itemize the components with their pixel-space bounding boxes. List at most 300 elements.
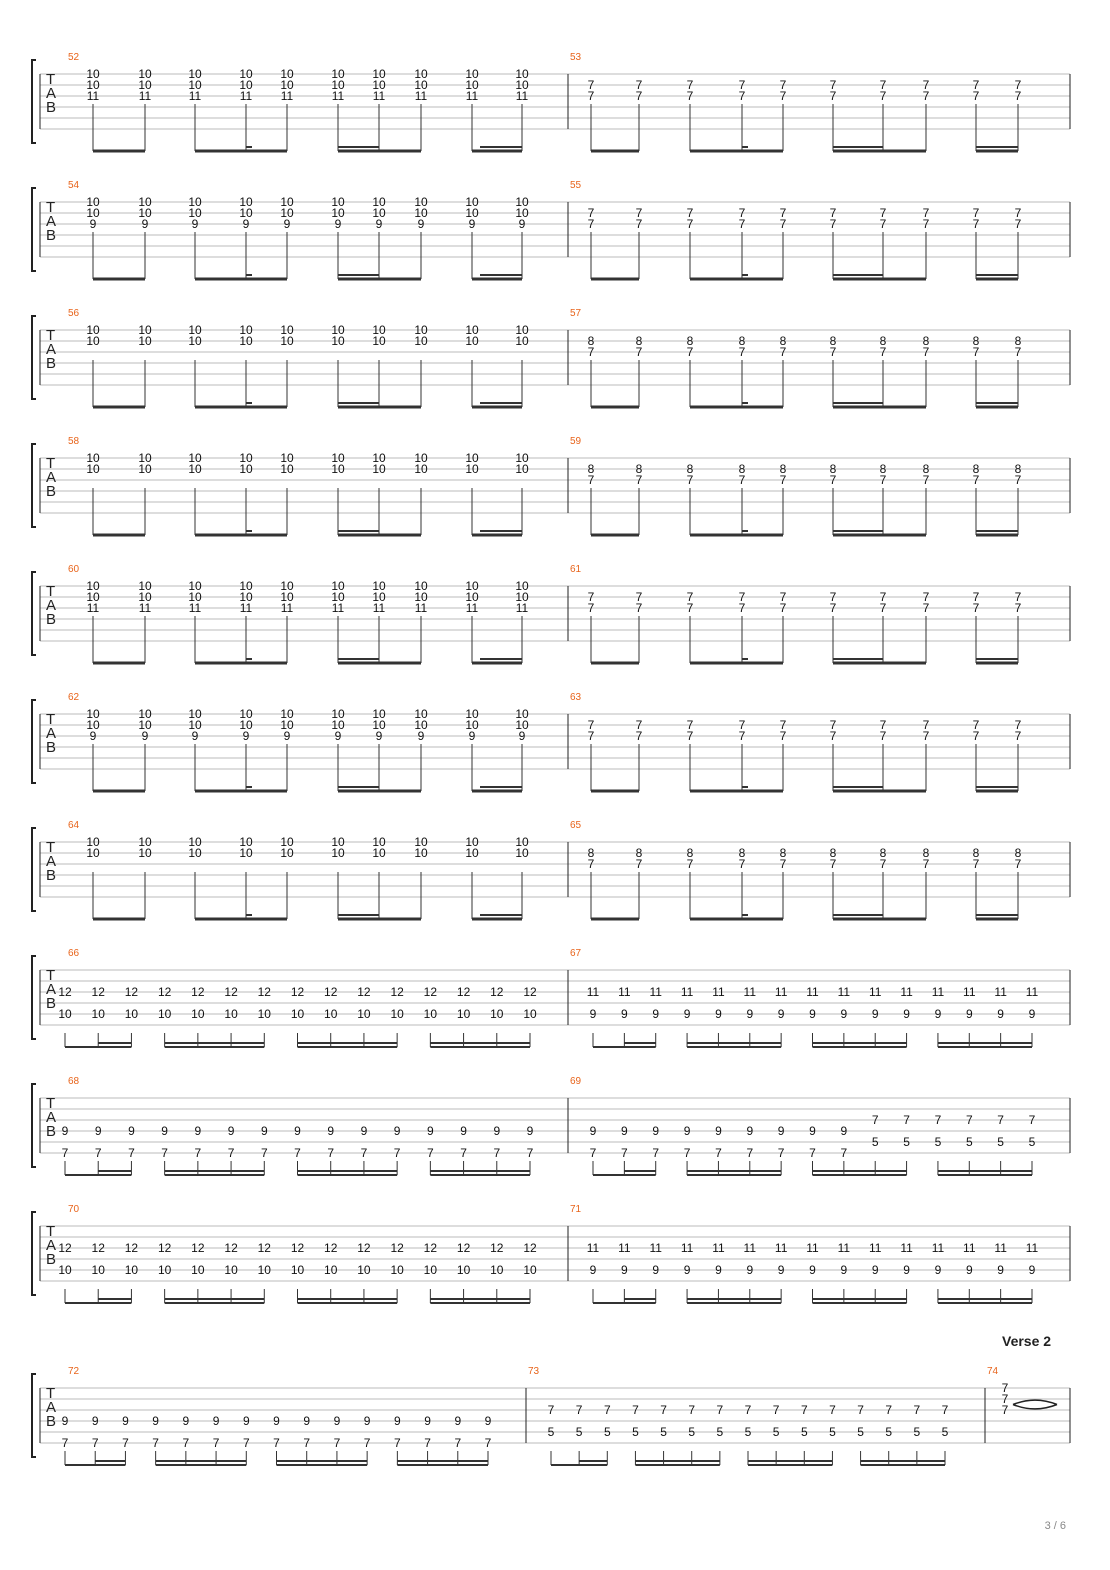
section-label-verse-2: Verse 2 xyxy=(1002,1333,1052,1349)
fret-number: 10 xyxy=(465,718,479,732)
fret-number: 9 xyxy=(493,1124,501,1138)
fret-number: 5 xyxy=(800,1425,808,1439)
fret-number: 11 xyxy=(743,1241,757,1255)
tab-clef-letter: A xyxy=(46,853,57,870)
fret-number: 7 xyxy=(1014,89,1022,103)
fret-number: 8 xyxy=(779,846,787,860)
fret-number: 12 xyxy=(58,1241,72,1255)
fret-number: 10 xyxy=(188,334,202,348)
fret-number: 8 xyxy=(738,846,746,860)
fret-number: 7 xyxy=(1014,718,1022,732)
fret-number: 10 xyxy=(280,835,294,849)
fret-number: 10 xyxy=(331,206,345,220)
fret-number: 10 xyxy=(188,846,202,860)
fret-number: 11 xyxy=(372,89,386,103)
fret-number: 7 xyxy=(393,1146,401,1160)
fret-number: 7 xyxy=(686,89,694,103)
fret-number: 12 xyxy=(290,985,305,999)
fret-number: 10 xyxy=(138,78,152,92)
fret-number: 9 xyxy=(589,1124,597,1138)
fret-number: 7 xyxy=(738,590,746,604)
fret-number: 7 xyxy=(587,345,595,359)
tab-clef-letter: B xyxy=(46,1413,57,1430)
tie-curve xyxy=(1013,1400,1057,1404)
fret-number: 10 xyxy=(515,835,529,849)
fret-number: 10 xyxy=(280,195,294,209)
fret-number: 8 xyxy=(1014,334,1022,348)
fret-number: 7 xyxy=(772,1403,780,1417)
fret-number: 10 xyxy=(390,1263,404,1277)
fret-number: 7 xyxy=(460,1146,467,1160)
fret-number: 7 xyxy=(972,857,980,871)
fret-number: 7 xyxy=(652,1146,660,1160)
fret-number: 7 xyxy=(972,601,980,615)
fret-number: 10 xyxy=(86,78,100,92)
fret-number: 7 xyxy=(484,1436,492,1450)
fret-number: 12 xyxy=(456,985,471,999)
fret-number: 7 xyxy=(91,1436,99,1450)
fret-number: 8 xyxy=(879,462,887,476)
fret-number: 10 xyxy=(239,835,253,849)
measure-number: 70 xyxy=(68,1204,80,1215)
tab-clef-letter: T xyxy=(46,839,56,856)
fret-number: 10 xyxy=(414,718,428,732)
fret-number: 10 xyxy=(280,718,294,732)
fret-number: 12 xyxy=(157,1241,172,1255)
fret-number: 10 xyxy=(515,579,529,593)
fret-number: 8 xyxy=(922,462,930,476)
fret-number: 7 xyxy=(738,729,746,743)
fret-number: 10 xyxy=(138,451,152,465)
fret-number: 9 xyxy=(965,1007,973,1021)
fret-number: 10 xyxy=(86,195,100,209)
fret-number: 9 xyxy=(589,1007,597,1021)
fret-number: 10 xyxy=(138,334,152,348)
fret-number: 9 xyxy=(360,1124,368,1138)
fret-number: 7 xyxy=(879,206,887,220)
fret-number: 7 xyxy=(922,718,930,732)
fret-number: 10 xyxy=(188,195,202,209)
tab-clef-letter: A xyxy=(46,213,57,230)
fret-number: 7 xyxy=(603,1403,611,1417)
fret-number: 10 xyxy=(515,334,529,348)
fret-number: 9 xyxy=(518,217,526,231)
fret-number: 7 xyxy=(972,473,980,487)
fret-number: 7 xyxy=(1014,729,1022,743)
fret-number: 10 xyxy=(465,846,479,860)
tab-clef-letter: T xyxy=(46,199,56,216)
fret-number: 12 xyxy=(157,985,172,999)
fret-number: 11 xyxy=(414,89,428,103)
fret-number: 10 xyxy=(239,323,253,337)
system-bracket xyxy=(32,1212,36,1295)
fret-number: 10 xyxy=(239,846,253,860)
fret-number: 7 xyxy=(333,1436,341,1450)
fret-number: 11 xyxy=(743,985,757,999)
fret-number: 9 xyxy=(809,1007,816,1021)
fret-number: 9 xyxy=(777,1007,785,1021)
fret-number: 7 xyxy=(879,473,887,487)
fret-number: 10 xyxy=(357,1007,371,1021)
fret-number: 7 xyxy=(715,1146,722,1160)
fret-number: 7 xyxy=(965,1113,973,1127)
fret-number: 7 xyxy=(587,217,595,231)
fret-number: 9 xyxy=(652,1007,660,1021)
fret-number: 10 xyxy=(414,67,428,81)
fret-number: 10 xyxy=(515,67,529,81)
fret-number: 10 xyxy=(138,707,152,721)
fret-number: 7 xyxy=(934,1113,942,1127)
tab-clef-letter: T xyxy=(46,583,56,600)
fret-number: 7 xyxy=(686,473,694,487)
fret-number: 7 xyxy=(716,1403,724,1417)
system-bracket xyxy=(32,1374,36,1457)
fret-number: 7 xyxy=(972,217,980,231)
measure-number: 55 xyxy=(570,180,582,191)
fret-number: 7 xyxy=(260,1146,268,1160)
fret-number: 9 xyxy=(89,217,97,231)
fret-number: 9 xyxy=(997,1263,1004,1277)
fret-number: 10 xyxy=(423,1007,438,1021)
fret-number: 7 xyxy=(454,1436,462,1450)
fret-number: 10 xyxy=(331,579,345,593)
fret-number: 10 xyxy=(414,78,428,92)
fret-number: 12 xyxy=(324,1241,338,1255)
fret-number: 7 xyxy=(922,217,930,231)
fret-number: 9 xyxy=(273,1414,280,1428)
fret-number: 9 xyxy=(283,729,291,743)
fret-number: 11 xyxy=(86,601,100,615)
fret-number: 10 xyxy=(331,78,345,92)
system-bracket xyxy=(32,188,36,271)
tab-clef-letter: A xyxy=(46,341,57,358)
fret-number: 12 xyxy=(523,985,537,999)
fret-number: 10 xyxy=(331,846,345,860)
fret-number: 7 xyxy=(587,590,595,604)
fret-number: 9 xyxy=(652,1124,660,1138)
fret-number: 5 xyxy=(688,1425,696,1439)
fret-number: 10 xyxy=(357,1263,371,1277)
measure-number: 73 xyxy=(528,1366,540,1377)
fret-number: 7 xyxy=(1014,345,1022,359)
fret-number: 7 xyxy=(688,1403,696,1417)
fret-number: 7 xyxy=(829,1403,836,1417)
fret-number: 10 xyxy=(239,462,253,476)
tab-clef-letter: B xyxy=(46,1123,57,1140)
tab-clef-letter: A xyxy=(46,1399,57,1416)
fret-number: 5 xyxy=(716,1425,724,1439)
fret-number: 10 xyxy=(280,334,294,348)
fret-number: 5 xyxy=(547,1425,555,1439)
fret-number: 11 xyxy=(868,985,882,999)
tab-clef-letter: B xyxy=(46,227,57,244)
fret-number: 7 xyxy=(922,206,930,220)
fret-number: 10 xyxy=(86,334,100,348)
fret-number: 12 xyxy=(124,985,139,999)
fret-number: 7 xyxy=(744,1403,752,1417)
fret-number: 10 xyxy=(372,846,386,860)
fret-number: 7 xyxy=(363,1436,371,1450)
fret-number: 9 xyxy=(375,729,383,743)
fret-number: 7 xyxy=(635,718,643,732)
system-bracket xyxy=(32,572,36,655)
fret-number: 7 xyxy=(746,1146,754,1160)
fret-number: 7 xyxy=(635,217,643,231)
fret-number: 10 xyxy=(331,451,345,465)
fret-number: 10 xyxy=(372,195,386,209)
fret-number: 11 xyxy=(774,1241,788,1255)
tab-clef-letter: T xyxy=(46,455,56,472)
fret-number: 11 xyxy=(188,89,202,103)
fret-number: 10 xyxy=(138,846,152,860)
system-bracket xyxy=(32,60,36,143)
fret-number: 12 xyxy=(257,1241,271,1255)
fret-number: 7 xyxy=(738,206,746,220)
fret-number: 7 xyxy=(493,1146,501,1160)
fret-number: 10 xyxy=(390,1007,404,1021)
fret-number: 12 xyxy=(456,1241,471,1255)
fret-number: 10 xyxy=(86,206,100,220)
fret-number: 10 xyxy=(280,78,294,92)
fret-number: 9 xyxy=(191,217,199,231)
fret-number: 10 xyxy=(280,323,294,337)
fret-number: 9 xyxy=(242,1414,250,1428)
fret-number: 7 xyxy=(879,857,887,871)
fret-number: 5 xyxy=(885,1425,893,1439)
fret-number: 12 xyxy=(91,985,105,999)
fret-number: 10 xyxy=(372,579,386,593)
fret-number: 5 xyxy=(997,1135,1004,1149)
fret-number: 10 xyxy=(414,323,428,337)
fret-number: 11 xyxy=(931,985,945,999)
fret-number: 10 xyxy=(414,846,428,860)
fret-number: 10 xyxy=(331,323,345,337)
fret-number: 9 xyxy=(934,1007,942,1021)
fret-number: 10 xyxy=(91,1263,105,1277)
fret-number: 7 xyxy=(738,857,746,871)
fret-number: 10 xyxy=(372,462,386,476)
fret-number: 10 xyxy=(188,78,202,92)
fret-number: 10 xyxy=(331,707,345,721)
fret-number: 7 xyxy=(635,857,643,871)
fret-number: 10 xyxy=(331,334,345,348)
fret-number: 9 xyxy=(393,1124,401,1138)
fret-number: 10 xyxy=(239,590,253,604)
fret-number: 12 xyxy=(224,1241,238,1255)
fret-number: 11 xyxy=(931,1241,945,1255)
fret-number: 7 xyxy=(587,473,595,487)
fret-number: 7 xyxy=(779,729,787,743)
measure-number: 62 xyxy=(68,692,80,703)
fret-number: 7 xyxy=(879,729,887,743)
fret-number: 7 xyxy=(738,473,746,487)
fret-number: 10 xyxy=(224,1007,238,1021)
fret-number: 10 xyxy=(515,195,529,209)
tab-clef-letter: A xyxy=(46,469,57,486)
fret-number: 9 xyxy=(417,729,425,743)
fret-number: 10 xyxy=(331,718,345,732)
fret-number: 5 xyxy=(829,1425,836,1439)
measure-number: 65 xyxy=(570,820,582,831)
fret-number: 8 xyxy=(738,334,746,348)
fret-number: 7 xyxy=(660,1403,667,1417)
fret-number: 10 xyxy=(191,1263,205,1277)
fret-number: 7 xyxy=(686,729,694,743)
fret-number: 11 xyxy=(465,89,479,103)
fret-number: 10 xyxy=(280,846,294,860)
fret-number: 10 xyxy=(239,718,253,732)
fret-number: 10 xyxy=(465,323,479,337)
fret-number: 10 xyxy=(523,1007,537,1021)
fret-number: 10 xyxy=(188,451,202,465)
fret-number: 7 xyxy=(194,1146,202,1160)
fret-number: 10 xyxy=(465,835,479,849)
measure-number: 71 xyxy=(570,1204,582,1215)
fret-number: 9 xyxy=(965,1263,973,1277)
fret-number: 7 xyxy=(294,1146,301,1160)
fret-number: 7 xyxy=(360,1146,368,1160)
fret-number: 7 xyxy=(1014,857,1022,871)
fret-number: 10 xyxy=(280,462,294,476)
fret-number: 7 xyxy=(972,206,980,220)
measure-number: 56 xyxy=(68,308,80,319)
tab-clef-letter: B xyxy=(46,867,57,884)
fret-number: 11 xyxy=(806,985,819,999)
tab-clef-letter: B xyxy=(46,99,57,116)
fret-number: 5 xyxy=(934,1135,942,1149)
fret-number: 12 xyxy=(257,985,271,999)
fret-number: 9 xyxy=(715,1263,722,1277)
measure-number: 64 xyxy=(68,820,80,831)
fret-number: 11 xyxy=(372,601,386,615)
fret-number: 9 xyxy=(997,1007,1004,1021)
fret-number: 7 xyxy=(587,78,595,92)
fret-number: 12 xyxy=(390,1241,404,1255)
fret-number: 10 xyxy=(138,67,152,81)
fret-number: 11 xyxy=(465,601,479,615)
fret-number: 8 xyxy=(738,462,746,476)
fret-number: 11 xyxy=(994,1241,1007,1255)
fret-number: 7 xyxy=(829,345,837,359)
fret-number: 10 xyxy=(86,451,100,465)
fret-number: 7 xyxy=(635,89,643,103)
fret-number: 7 xyxy=(800,1403,808,1417)
fret-number: 10 xyxy=(86,835,100,849)
fret-number: 10 xyxy=(239,206,253,220)
measure-number: 54 xyxy=(68,180,80,191)
system-bracket xyxy=(32,956,36,1039)
measure-number: 67 xyxy=(570,948,582,959)
fret-number: 12 xyxy=(191,1241,205,1255)
fret-number: 8 xyxy=(686,846,694,860)
fret-number: 9 xyxy=(526,1124,534,1138)
fret-number: 9 xyxy=(122,1414,129,1428)
fret-number: 10 xyxy=(331,590,345,604)
fret-number: 9 xyxy=(61,1414,69,1428)
fret-number: 9 xyxy=(871,1007,879,1021)
fret-number: 7 xyxy=(829,718,837,732)
fret-number: 7 xyxy=(972,718,980,732)
fret-number: 11 xyxy=(414,601,428,615)
fret-number: 8 xyxy=(1014,462,1022,476)
fret-number: 10 xyxy=(372,334,386,348)
fret-number: 10 xyxy=(414,334,428,348)
fret-number: 10 xyxy=(515,707,529,721)
fret-number: 9 xyxy=(327,1124,335,1138)
fret-number: 7 xyxy=(212,1436,220,1450)
fret-number: 7 xyxy=(738,345,746,359)
fret-number: 10 xyxy=(490,1263,504,1277)
fret-number: 10 xyxy=(331,195,345,209)
fret-number: 5 xyxy=(857,1425,864,1439)
fret-number: 10 xyxy=(331,67,345,81)
fret-number: 9 xyxy=(194,1124,202,1138)
tab-clef-letter: T xyxy=(46,71,56,88)
fret-number: 9 xyxy=(212,1414,220,1428)
fret-number: 8 xyxy=(829,334,837,348)
fret-number: 9 xyxy=(94,1124,102,1138)
fret-number: 10 xyxy=(414,590,428,604)
fret-number: 7 xyxy=(779,473,787,487)
fret-number: 9 xyxy=(182,1414,190,1428)
fret-number: 7 xyxy=(182,1436,190,1450)
fret-number: 7 xyxy=(1001,1381,1009,1395)
measure-number: 53 xyxy=(570,52,582,63)
fret-number: 9 xyxy=(417,217,425,231)
measure-number: 63 xyxy=(570,692,582,703)
fret-number: 7 xyxy=(879,78,887,92)
fret-number: 9 xyxy=(460,1124,467,1138)
fret-number: 10 xyxy=(456,1007,471,1021)
fret-number: 11 xyxy=(188,601,202,615)
fret-number: 11 xyxy=(963,1241,976,1255)
fret-number: 10 xyxy=(257,1007,271,1021)
fret-number: 7 xyxy=(922,857,930,871)
fret-number: 9 xyxy=(840,1124,848,1138)
fret-number: 11 xyxy=(280,89,294,103)
fret-number: 7 xyxy=(879,217,887,231)
fret-number: 7 xyxy=(1014,78,1022,92)
fret-number: 7 xyxy=(779,217,787,231)
fret-number: 9 xyxy=(303,1414,311,1428)
tab-clef-letter: B xyxy=(46,483,57,500)
fret-number: 12 xyxy=(423,1241,438,1255)
fret-number: 5 xyxy=(772,1425,780,1439)
system-bracket xyxy=(32,1084,36,1167)
tab-clef-letter: T xyxy=(46,1385,56,1402)
tab-clef-letter: T xyxy=(46,711,56,728)
fret-number: 5 xyxy=(632,1425,639,1439)
fret-number: 10 xyxy=(372,78,386,92)
fret-number: 7 xyxy=(587,601,595,615)
fret-number: 10 xyxy=(414,462,428,476)
fret-number: 10 xyxy=(188,579,202,593)
fret-number: 7 xyxy=(779,590,787,604)
fret-number: 10 xyxy=(280,590,294,604)
fret-number: 7 xyxy=(242,1436,250,1450)
tab-clef-letter: T xyxy=(46,327,56,344)
fret-number: 10 xyxy=(414,206,428,220)
fret-number: 10 xyxy=(239,67,253,81)
fret-number: 7 xyxy=(635,473,643,487)
fret-number: 11 xyxy=(649,985,662,999)
fret-number: 7 xyxy=(424,1436,431,1450)
fret-number: 7 xyxy=(972,78,980,92)
fret-number: 10 xyxy=(290,1263,305,1277)
fret-number: 10 xyxy=(138,835,152,849)
fret-number: 7 xyxy=(779,78,787,92)
fret-number: 12 xyxy=(390,985,404,999)
